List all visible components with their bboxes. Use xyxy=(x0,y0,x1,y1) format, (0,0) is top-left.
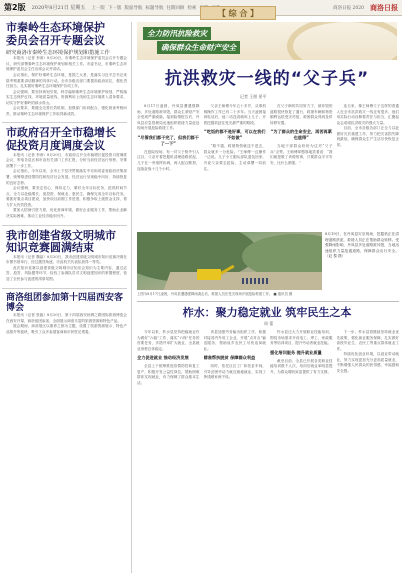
feature-col-1 xyxy=(137,104,200,230)
story-growth[interactable] xyxy=(2,127,127,219)
news-photo[interactable] xyxy=(137,232,322,290)
story-expo[interactable] xyxy=(2,293,127,336)
nav-search[interactable]: 检索 xyxy=(187,5,197,11)
employment-col-3 xyxy=(270,330,333,570)
banner-line-1: 全力防汛抗险救灾 xyxy=(143,27,211,40)
story-paragraph: 该县加强劳务输出组织工作，积极对接省内外用工企业，开展“点对点”输送服务，帮助返乡农民工尽快返岗就业。 xyxy=(203,330,266,351)
story-ecology-headline-1[interactable]: 市秦岭生态环境保护 xyxy=(6,21,105,34)
story-paragraph: 连日来，像王师傅父子这样的普通人在全市抗洪救灾一线还有很多，他们用实际行动诠释着责任与担当，汇聚起众志成城抗洪救灾的强大力量。 xyxy=(336,104,399,125)
employment-headline[interactable]: 柞水：聚力稳定就业 筑牢民生之本 xyxy=(182,306,352,319)
feature-subhead: “为了群众的生命安全，再苦再累也值得” xyxy=(270,129,332,141)
story-paragraph: 柞水县还大力开展职业技能培训，围绕市场需求开设电工、焊工、家政服务等培训项目，提升劳动者就业技能。 xyxy=(270,330,333,346)
story-growth-headline-2[interactable]: 促投资月度调度会议 xyxy=(6,139,105,153)
section-tag: 【 综 合 】 xyxy=(200,6,276,20)
divider xyxy=(2,288,127,289)
story-paragraph: 今年以来，柞水县坚持把稳就业作为做好“六稳”工作、落实“六保”任务的首要任务，多措并举扩大就业，全县就业形势总体稳定。 xyxy=(137,330,200,351)
story-paragraph: 持续优化创业环境，以创业带动就业，努力实现更加充分更高质量就业，不断增强人民群众的获得感、幸福感和安全感。 xyxy=(336,352,399,373)
divider xyxy=(137,301,399,302)
story-paragraph: 下一步，柞水县将继续坚持就业优先政策，强化就业服务保障，扎实做好高校毕业生、农民工等重点群体就业工作。 xyxy=(336,330,399,351)
divider xyxy=(2,122,127,123)
excavator xyxy=(197,269,221,280)
photo-bottom-caption: 上图为8月17日凌晨，丹凤县遭遇强降雨袭击后，救援人员在受灾现场开展抢险救援工作。 ■ 通讯员 摄 xyxy=(137,292,293,296)
feature-subhead: “尽管我们都干完了，但我们都干了一下” xyxy=(137,134,199,146)
story-quiz-headline-1[interactable]: 我市创建省级文明城市 xyxy=(6,228,116,242)
employment-subhead: 精准帮扶脱贫 保障群众利益 xyxy=(203,355,256,361)
story-paragraph: 本报讯（记者 张毅）8月20日，第十四届西安丝绸之路国际旅游博览会在西安开幕，商洛组团参加，全面展示商洛丰富的旅游资源和特色产品。 xyxy=(6,313,127,323)
feature-col-3 xyxy=(270,104,333,230)
nav-next[interactable]: 下一版 xyxy=(107,5,122,11)
employment-body xyxy=(137,330,399,570)
employment-byline: 周 蕾 xyxy=(264,321,274,326)
story-paragraph: 目前，全市各级各部门正全力以赴做好灾后重建工作，努力把灾害损失降到最低，确保群众生产生活尽快恢复正常。 xyxy=(336,126,399,147)
left-column xyxy=(2,22,132,573)
feature-subhead: “吃饭的都不是好事，可以在我们不如做” xyxy=(204,129,266,141)
story-paragraph: 同时，依托社区工厂和扶贫车间，引导贫困劳动力就近就地就业，实现了挣钱顾家两不误。 xyxy=(203,364,266,380)
story-paragraph: 本报讯（记者 李涛）8月20日，市政府召开全市稳增长促投资月度调度会议，听取各县区和市直有关部门工作汇报，分析当前经济运行形势，安排部署下一步工作。 xyxy=(6,152,127,168)
newspaper-logo: 商洛日报 xyxy=(370,2,398,12)
issue-date: 2020年8月21日 星期五 xyxy=(31,5,86,11)
story-expo-headline[interactable]: 商洛组团参加第十四届西安客博会 xyxy=(6,292,124,313)
story-paragraph: 当地干部群众纷纷为这对“父子兵”点赞。王师傅却憨厚地笑着说：“我们就是做了该做的事，只要群众平平安安，比什么都强。” xyxy=(270,144,333,165)
banner-line-2: 确保群众生命财产安全 xyxy=(157,41,240,54)
employment-col-4 xyxy=(337,330,400,570)
page-number: 第2版 xyxy=(4,3,26,12)
story-quiz[interactable] xyxy=(2,230,127,283)
story-paragraph: 会议要求，要健全完善长效机制，加强部门协同配合，强化督查考核问责，推动秦岭生态环境保护工作取得新成效。 xyxy=(6,106,127,116)
header-right-text: 商洛日报 2020 xyxy=(333,5,364,11)
feature-body xyxy=(137,104,399,230)
story-paragraph: 在抢险现场，有一对父子格外引人注目，父亲开着挖掘机清理道路淤泥，儿子在一旁指挥协调，两人配合默契，连续奋战十几个小时。 xyxy=(137,149,200,171)
employment-subhead: 全力促进就业 推动经济发展 xyxy=(137,355,189,361)
story-paragraph: 此次知识竞赛以创建省级文明城市应知应会知识为主要内容，通过必答、抢答、风险题等环节，检验了参赛队员对文明创建知识的掌握程度，营造了全民参与创建的浓厚氛围。 xyxy=(6,265,127,282)
flood-banner xyxy=(137,22,397,60)
employment-col-1 xyxy=(137,330,200,570)
nav-prev[interactable]: 上一版 xyxy=(91,5,105,11)
story-paragraph: 本报讯（记者 魏晶）8月20日，我市创建省级文明城市知识竞赛决赛在市图书馆举行，经过激烈角逐，市直机关代表队获得一等奖。 xyxy=(6,254,127,265)
banner-decoration xyxy=(287,22,397,60)
employment-col-2 xyxy=(204,330,267,570)
nav-titles[interactable]: 标题导航 xyxy=(145,5,164,11)
story-paragraph: 要加大招商引资力度，优化营商环境，做好企业服务工作，帮助企业解决实际困难，推动工业经济稳步回升。 xyxy=(6,208,127,218)
feature-headline[interactable]: 抗洪救灾一线的“父子兵” xyxy=(164,69,370,89)
news-photo-block xyxy=(137,232,399,290)
story-ecology[interactable] xyxy=(2,22,127,117)
story-ecology-subhead: 研究商洛市秦岭生态环境保护规划和措施工作 xyxy=(6,50,110,57)
divider xyxy=(2,225,127,226)
story-paragraph: “路不通，救援物资就送不进去，群众就多一分危险。”王师傅一边操作一边说。儿子小王刚从部队退伍回家，听说父亲要去抢险，主动请缨一同前往。 xyxy=(203,144,266,171)
story-paragraph: 本报讯（记者 李涛）8月20日，市秦岭生态环境保护委员会召开专题会议，研究部署秦岭生态环境保护规划和相关工作。市委书记、市秦岭生态环境保护委员会主任出席会议并讲话。 xyxy=(6,56,127,72)
story-paragraph: 8月17日凌晨，丹凤县遭遇强降雨，多处道路被冲毁，群众生命财产安全受到严重威胁。接到险情报告后，丹凤县应急管理局迅速组织救援力量赶赴现场开展抢险救援工作。 xyxy=(137,104,200,131)
rescue-workers xyxy=(242,278,268,284)
feature-col-4 xyxy=(337,104,400,230)
story-growth-headline-1[interactable]: 市政府召开全市稳增长 xyxy=(6,126,116,140)
story-paragraph: 会议指出，保护好秦岭生态环境，是国之大者，是落实习近平总书记来陕考察重要讲话精神的具体行动。全市各级各部门要提高政治站位，强化责任担当，扎实做好秦岭生态环境保护各项工作。 xyxy=(6,72,127,89)
story-paragraph: 展会期间，商洛展区以康养之都为主题，设置了旅游资源展示、特色产品推介等板块，吸引了众多参展客商和市民驻足观看。 xyxy=(6,324,127,334)
nav-layout[interactable]: 版面导航 xyxy=(124,5,143,11)
employment-subhead: 强化培训服务 提升就业质量 xyxy=(270,349,322,355)
story-quiz-headline-2[interactable]: 知识竞赛圆满结束 xyxy=(6,241,94,255)
story-paragraph: 父亲王师傅今年五十多岁，从事机械操作工作已有二十多年。当天凌晨接到电话后，他二话没说就叫上儿子，开着挖掘机赶往受灾最严重的路段。 xyxy=(203,104,266,125)
story-paragraph: 会议强调，要坚持规划引领，科学编制秦岭生态环境保护规划，严格落实生态保护红线、环境质量底线、资源利用上线和生态环境准入清单要求，切实守护好秦岭的绿水青山。 xyxy=(6,89,127,105)
story-paragraph: 会议强调，要坚定信心，保持定力，紧盯全年目标任务，抢抓时间节点，全力以赴稳增长、促投资、保就业、惠民生，确保完成全年目标任务。要抓好重点项目建设，加快项目前期工作进度，积极争取上级资金支持，着力扩大有效投资。 xyxy=(6,186,127,207)
story-paragraph: 在父子俩的共同努力下，被冲毁的道路很快恢复了通行，救援车辆和物资顺利运抵受灾村组，被困群众得到及时转移安置。 xyxy=(270,104,333,125)
feature-col-2 xyxy=(204,104,267,230)
feature-byline: 记者 王朋 景平 xyxy=(240,94,267,99)
story-paragraph: 会议指出，今年以来，全市上下坚决贯彻落实中央和省委省政府决策部署，统筹推进疫情防控和经济社会发展，经济运行呈现稳中向好、持续恢复的良好态势。 xyxy=(6,169,127,185)
story-paragraph: 截至目前，全县已开展各类职业技能培训数千人次，培训后就业率明显提升，为群众增收致富提供了有力支撑。 xyxy=(270,358,333,374)
nav-archive[interactable]: 往期回顾 xyxy=(166,5,185,11)
photo-caption: 8月19日，在丹凤县灾后现场，挖掘机正在清理道路淤泥，救援人员正在帮助群众转移。受强降雨影响，丹凤县多处道路被冲毁，当地迅速组织力量抢通道路，保障群众出行安全。（赵 黎 摄） xyxy=(325,232,399,259)
story-ecology-headline-2[interactable]: 委员会召开专题会议 xyxy=(6,33,105,47)
story-paragraph: 全县上下统筹推进疫情防控和复工复产，积极开发公益性岗位，帮助困难群体实现就业，有力保障了群众基本生活。 xyxy=(137,364,200,385)
